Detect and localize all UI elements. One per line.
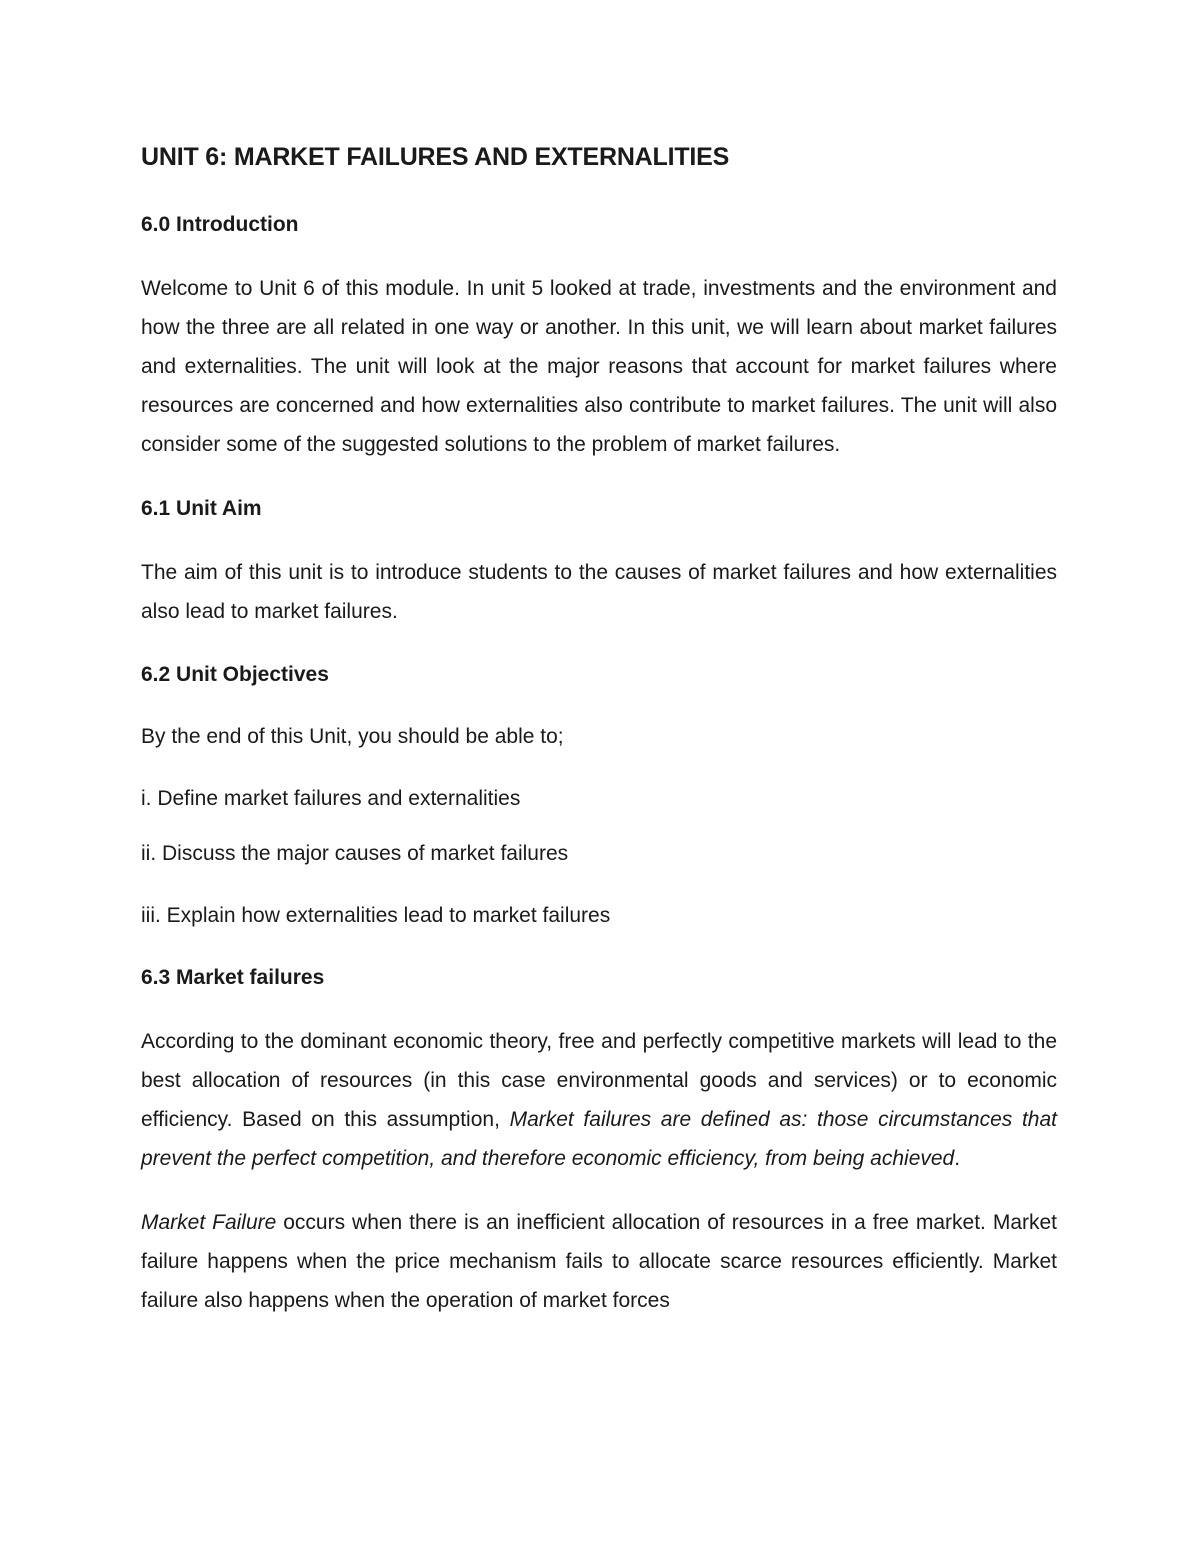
definition-italic: Market failures are defined as: those circumstances that prevent the perfect competition, and therefore economic efficiency, from being achieved xyxy=(141,1108,1057,1170)
heading-unit-objectives: 6.2 Unit Objectives xyxy=(141,663,329,686)
paragraph-text: occurs when there is an inefficient allocation of resources in a free market. Market failure happens when the price mechanism fails to allocate scarce resources efficiently. Market failure also happens when the operation of market forces xyxy=(141,1211,1058,1312)
unit-aim-paragraph: The aim of this unit is to introduce students to the causes of market failures and how externalities also lead to market failures. xyxy=(141,561,1057,623)
list-item: ii. Discuss the major causes of market failures xyxy=(141,842,569,865)
heading-unit-aim: 6.1 Unit Aim xyxy=(141,497,262,520)
heading-market-failures: 6.3 Market failures xyxy=(141,966,325,989)
heading-introduction: 6.0 Introduction xyxy=(141,213,299,236)
document-page xyxy=(141,130,1057,1320)
list-item: iii. Explain how externalities lead to market failures xyxy=(141,904,611,927)
objectives-list xyxy=(141,786,1057,929)
market-failures-paragraph-1 xyxy=(141,1022,1057,1178)
introduction-paragraph: Welcome to Unit 6 of this module. In unit 5 looked at trade, investments and the environment and how the three are all related in one way or another. In this unit, we will learn about market failures and externalities. The unit will look at the major reasons that account for market failures where resources are concerned and how externalities also contribute to market failures. The unit will also consider some of the suggested solutions to the problem of market failures. xyxy=(141,277,1057,456)
page-title: UNIT 6: MARKET FAILURES AND EXTERNALITIES xyxy=(141,143,730,171)
market-failures-paragraph-2 xyxy=(141,1203,1057,1320)
term-italic: Market Failure xyxy=(141,1211,277,1234)
paragraph-text: According to the dominant economic theory, free and perfectly competitive markets will lead to the best allocation of resources (in this case environmental goods and services) or to economic efficiency. Based on this assumption, xyxy=(141,1030,1057,1131)
list-item: i. Define market failures and externalities xyxy=(141,787,521,810)
objectives-lead: By the end of this Unit, you should be able to; xyxy=(141,725,564,748)
paragraph-end: . xyxy=(954,1147,961,1170)
